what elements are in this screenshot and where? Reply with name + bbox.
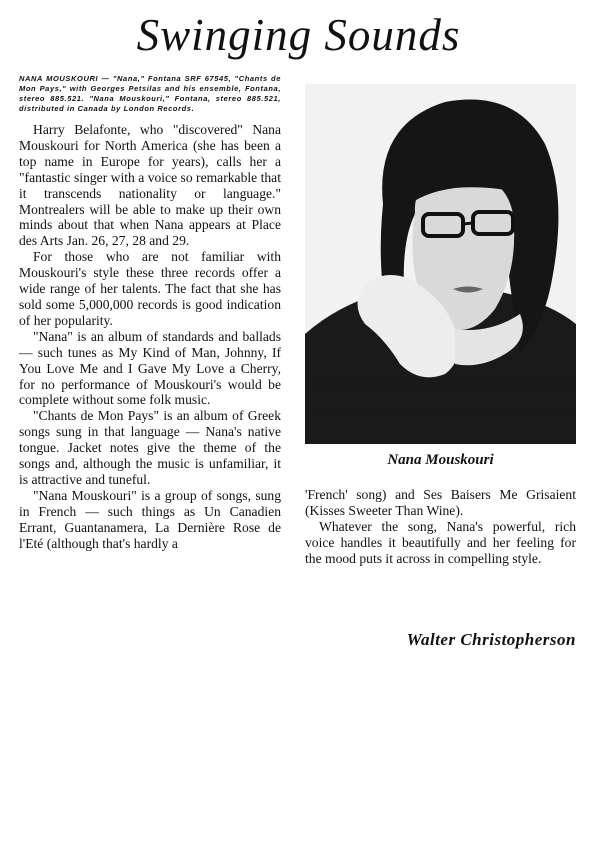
paragraph: "Nana" is an album of standards and ballads — such tunes as My Kind of Man, Johnny, If You Love Me and I Gave My Love a Cherry, for no performance of Mouskouri's would be complete without some folk music. [19, 328, 281, 408]
author-byline: Walter Christopherson [406, 630, 576, 649]
paragraph: "Chants de Mon Pays" is an album of Greek songs sung in that language — Nana's native tongue. Jacket notes give the theme of the songs and, although the music is unfamiliar, it is attractive and tuneful. [19, 408, 281, 487]
record-credits: NANA MOUSKOURI — "Nana," Fontana SRF 67545, "Chants de Mon Pays," with Georges Petsilas and his ensemble, Fontana, stereo 885.521. "Nana Mouskouri," Fontana, stereo 885.521, distributed in Canada by London Records. [19, 74, 281, 113]
paragraph: 'French' song) and Ses Baisers Me Grisaient (Kisses Sweeter Than Wine). [305, 487, 576, 518]
photo-caption: Nana Mouskouri [387, 452, 494, 468]
portrait-illustration [305, 84, 576, 444]
right-column [305, 487, 576, 567]
article-body-left [19, 122, 281, 551]
article-title: Swinging Sounds [136, 10, 461, 60]
paragraph: Whatever the song, Nana's powerful, rich voice handles it beautifully and her feeling for the mood puts it across in compelling style. [305, 518, 576, 566]
paragraph: "Nana Mouskouri" is a group of songs, sung in French — such things as Un Canadien Errant, Guantanamera, La Dernière Rose de l'Eté (although that's hardly a [19, 487, 281, 551]
portrait-photo [305, 84, 576, 444]
paragraph: Harry Belafonte, who "discovered" Nana Mouskouri for North America (she has been a top name in Europe for years), calls her a "fantastic singer with a voice so remarkable that it transcends nationality or language." Montrealers will be able to make up their own minds about that when Nana appears at Place des Arts Jan. 26, 27, 28 and 29. [19, 122, 281, 249]
paragraph: For those who are not familiar with Mouskouri's style these three records offer a wide range of her talents. The fact that she has sold some 5,000,000 records is good indication of her popularity. [19, 249, 281, 328]
left-column [19, 74, 281, 551]
